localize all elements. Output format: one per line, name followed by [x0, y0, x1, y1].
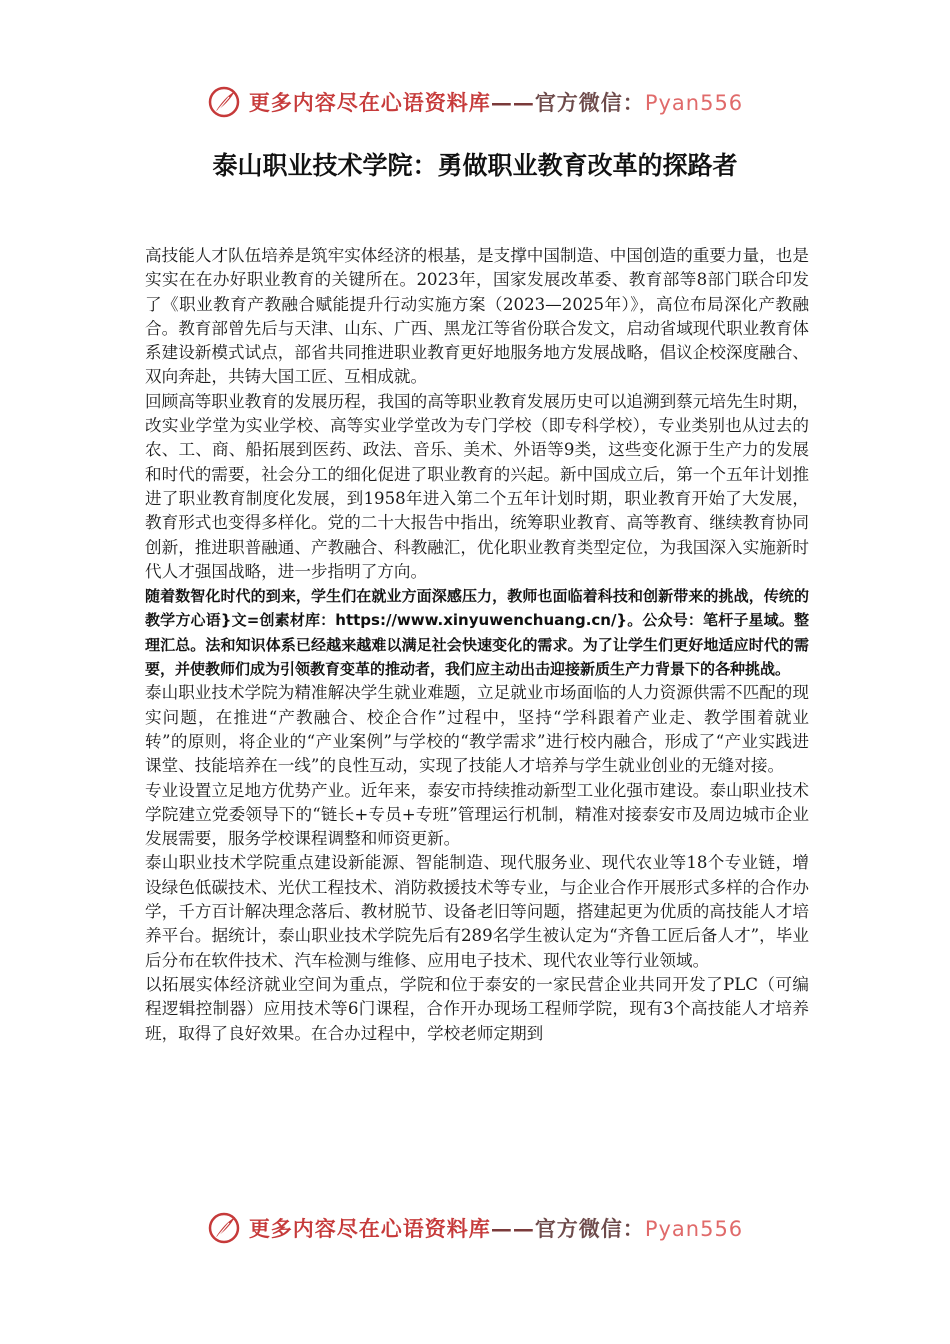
watermark-header — [0, 82, 950, 122]
watermark-dash: —— — [490, 90, 535, 115]
feather-pen-circle-icon — [207, 85, 241, 119]
paragraph-7: 以拓展实体经济就业空间为重点，学院和位于泰安的一家民营企业共同开发了PLC（可编程逻辑控制器）应用技术等6门课程，合作开办现场工程师学院，现有3个高技能人才培养班，取得了良好效果。在合办过程中，学校老师定期到 — [145, 974, 809, 1043]
watermark-dash: —— — [490, 1216, 535, 1241]
watermark-text — [249, 1213, 743, 1243]
paragraph-1: 高技能人才队伍培养是筑牢实体经济的根基，是支撑中国制造、中国创造的重要力量，也是实实在在办好职业教育的关键所在。2023年，国家发展改革委、教育部等8部门联合印发了《职业教育产教融合赋能提升行动实施方案（2023—2025年）》，高位布局深化产教融合。教育部曾先后与天津、山东、广西、黑龙江等省份联合发文，启动省域现代职业教育体系建设新模式试点，部省共同推进职业教育更好地服务地方发展战略，倡议企校深度融合、双向奔赴，共铸大国工匠、互相成就。 — [145, 246, 809, 387]
watermark-text-dark: 官方微信： — [534, 1216, 645, 1241]
watermark-wechat-id: Pyan556 — [644, 1217, 744, 1241]
paragraph-2: 回顾高等职业教育的发展历程，我国的高等职业教育发展历史可以追溯到蔡元培先生时期，改实业学堂为实业学校、高等实业学堂改为专门学校（即专科学校），专业类别也从过去的农、工、商、船拓展到医药、政法、音乐、美术、外语等9类，这些变化源于生产力的发展和时代的需要，社会分工的细化促进了职业教育的兴起。新中国成立后，第一个五年计划推进了职业教育制度化发展，到1958年进入第二个五年计划时期，职业教育开始了大发展，教育形式也变得多样化。党的二十大报告中指出，统筹职业教育、高等教育、继续教育协同创新，推进职普融通、产教融合、科教融汇，优化职业教育类型定位，为我国深入实施新时代人才强国战略，进一步指明了方向。 — [145, 391, 809, 581]
watermark-footer — [0, 1208, 950, 1248]
paragraph-5: 专业设置立足地方优势产业。近年来，泰安市持续推动新型工业化强市建设。泰山职业技术学院建立党委领导下的“链长+专员+专班”管理运行机制，精准对接泰安市及周边城市企业发展需要，服务学校课程调整和师资更新。 — [145, 780, 809, 849]
document-title: 泰山职业技术学院：勇做职业教育改革的探路者 — [212, 151, 738, 180]
document-body — [145, 244, 809, 1046]
paragraph-4: 泰山职业技术学院为精准解决学生就业难题，立足就业市场面临的人力资源供需不匹配的现实问题，在推进“产教融合、校企合作”过程中，坚持“学科跟着产业走、教学围着就业转”的原则，将企业的“产业案例”与学校的“教学需求”进行校内融合，形成了“产业实践进课堂、技能培养在一线”的良性互动，实现了技能人才培养与学生就业创业的无缝对接。 — [145, 683, 809, 776]
watermark-text — [249, 87, 743, 117]
paragraph-3: 随着数智化时代的到来，学生们在就业方面深感压力，教师也面临着科技和创新带来的挑战，传统的教学方心语}文=创素材库：https://www.xinyuwenchuang.cn/}。公众号：笔杆子星域。整理汇总。法和知识体系已经越来越难以满足社会快速变化的需求。为了让学生们更好地适应时代的需要，并使教师们成为引领教育变革的推动者，我们应主动出击迎接新质生产力背景下的各种挑战。 — [145, 587, 809, 679]
watermark-text-red: 更多内容尽在心语资料库 — [248, 90, 491, 115]
watermark-wechat-id: Pyan556 — [644, 91, 744, 115]
watermark-text-red: 更多内容尽在心语资料库 — [248, 1216, 491, 1241]
feather-pen-circle-icon — [207, 1211, 241, 1245]
watermark-text-dark: 官方微信： — [534, 90, 645, 115]
paragraph-6: 泰山职业技术学院重点建设新能源、智能制造、现代服务业、现代农业等18个专业链，增设绿色低碳技术、光伏工程技术、消防救援技术等专业，与企业合作开展形式多样的合作办学，千方百计解决理念落后、教材脱节、设备老旧等问题，搭建起更为优质的高技能人才培养平台。据统计，泰山职业技术学院先后有289名学生被认定为“齐鲁工匠后备人才”，毕业后分布在软件技术、汽车检测与维修、应用电子技术、现代农业等行业领域。 — [145, 853, 809, 970]
